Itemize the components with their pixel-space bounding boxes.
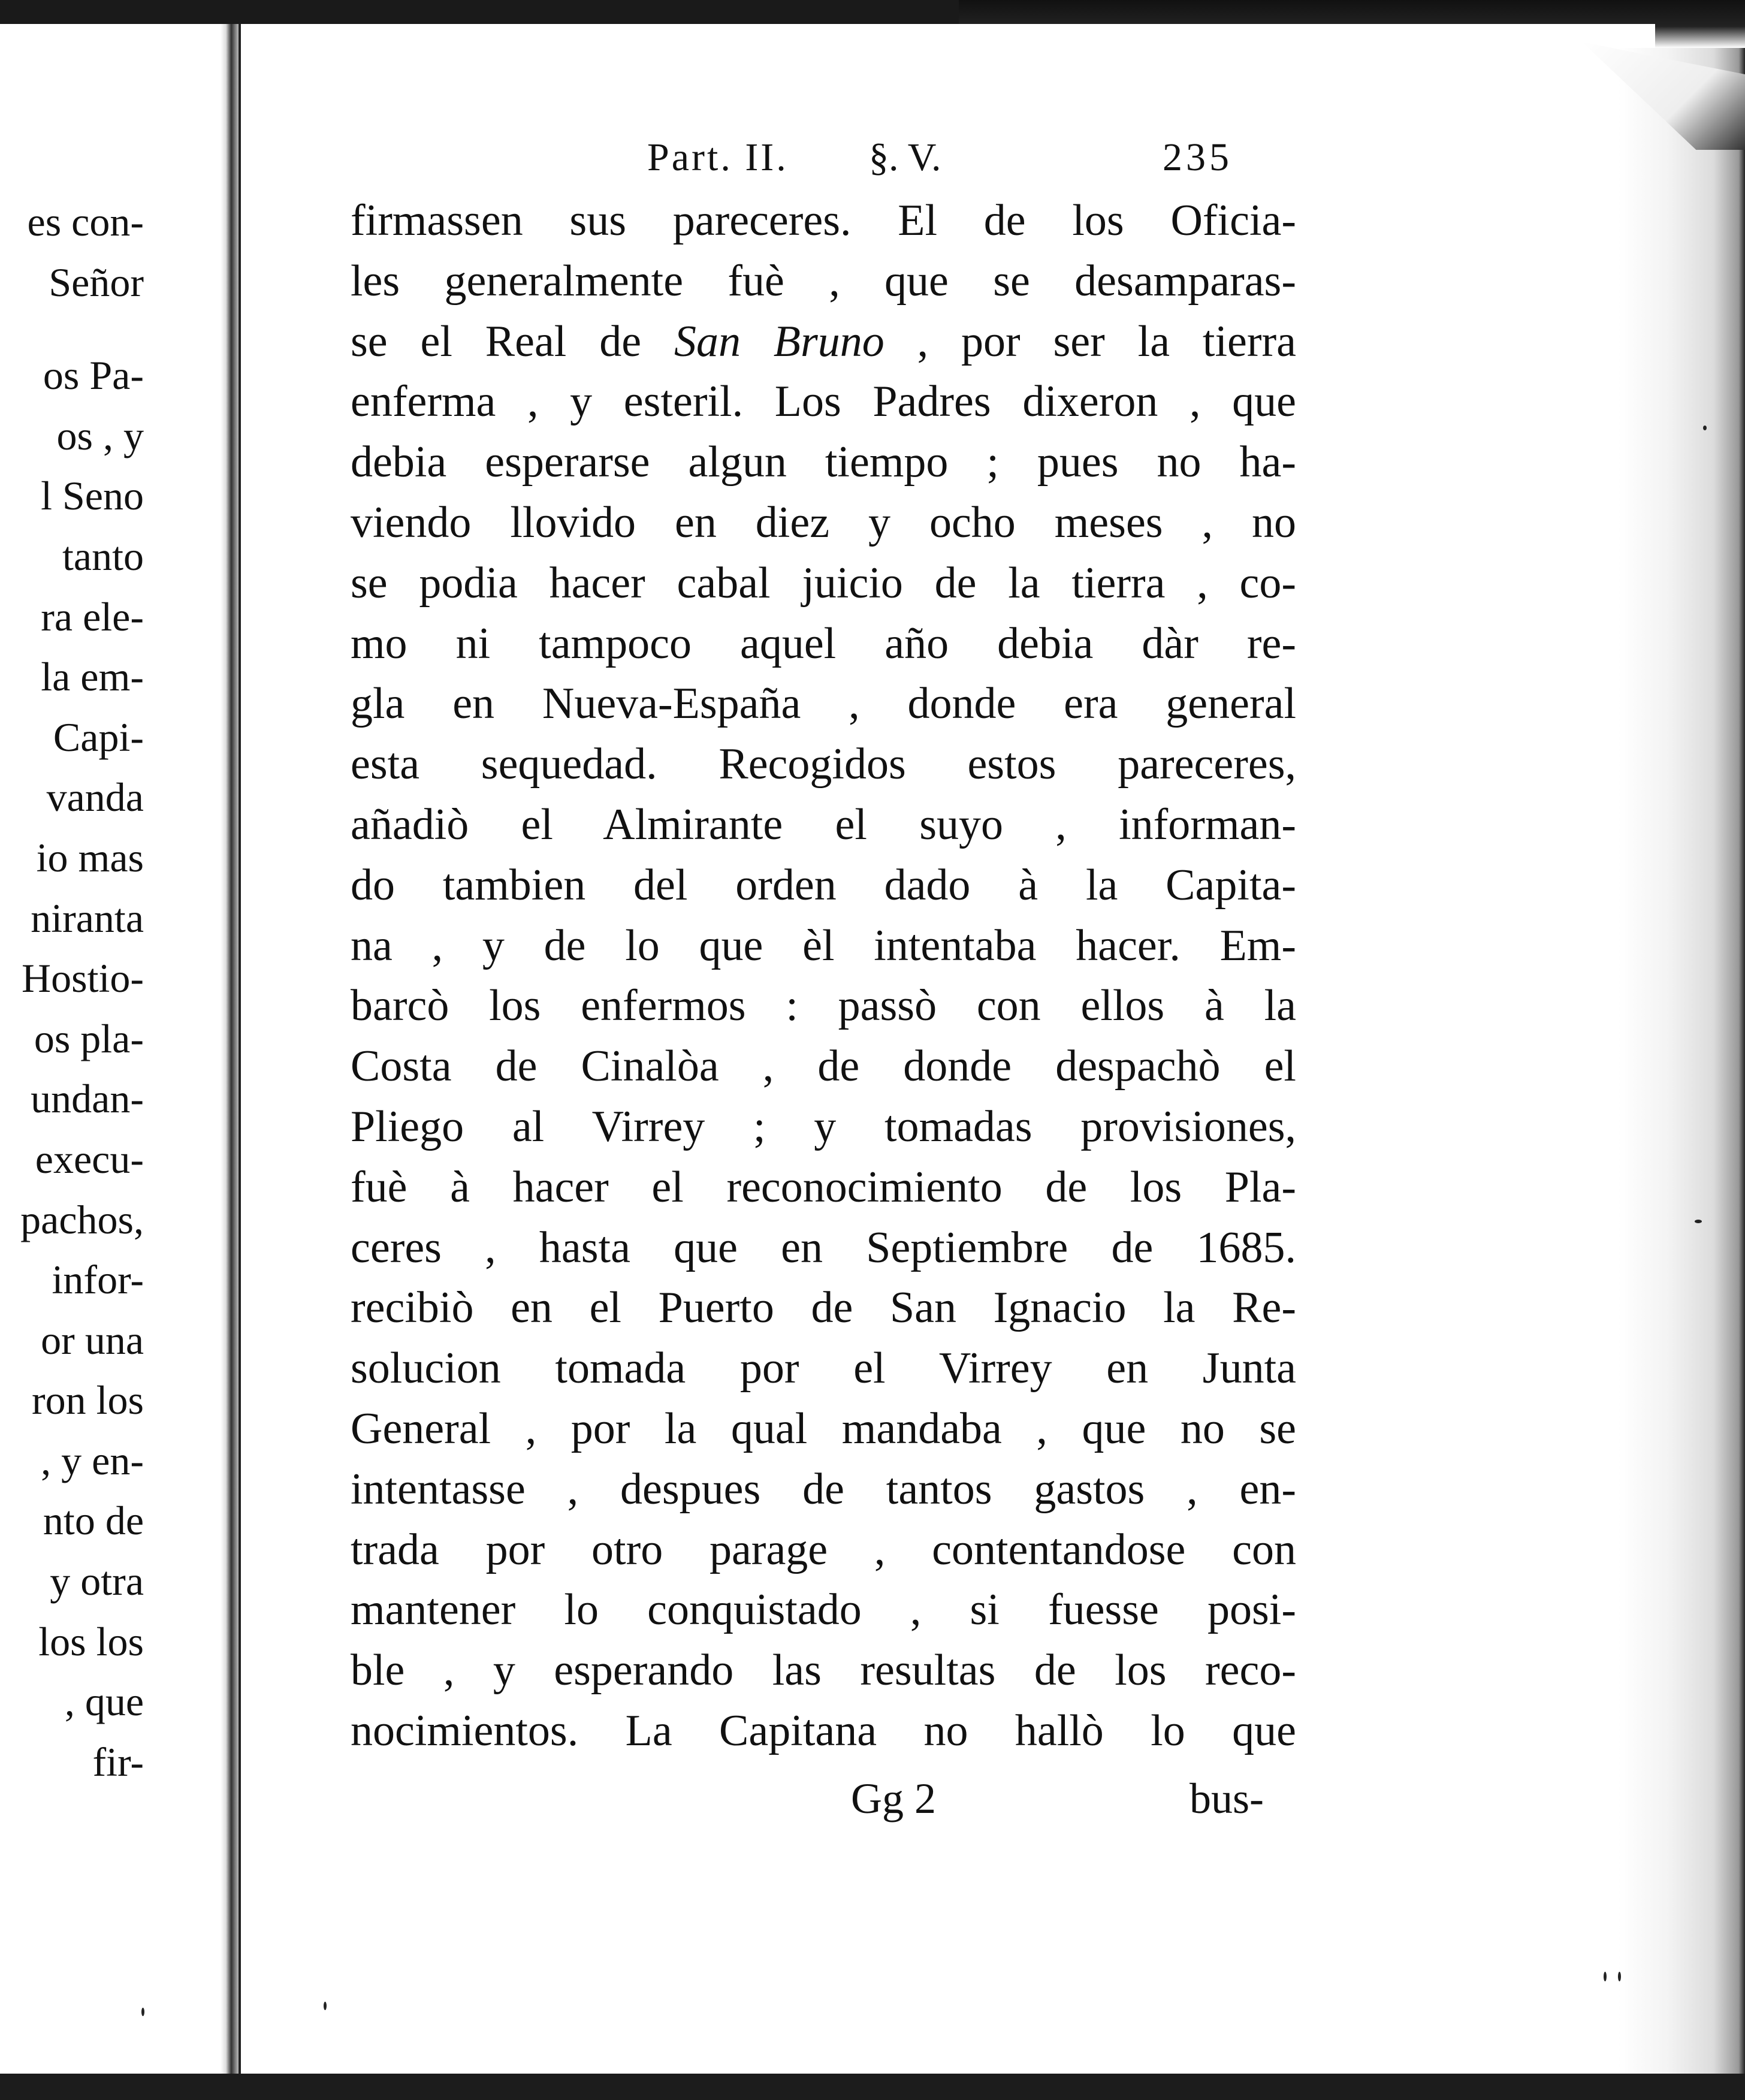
paper-speck [1695, 1220, 1702, 1223]
book-gutter [221, 24, 238, 2074]
text-run: mo ni tampoco aquel año debia dàr re- [351, 618, 1296, 668]
text-run: recibiò en el Puerto de San Ignacio la Re- [351, 1283, 1296, 1333]
text-line [351, 1520, 1296, 1580]
left-text-line: fir- [92, 1739, 144, 1785]
text-run: , por ser la tierra [884, 316, 1297, 366]
signature-mark: Gg 2 [851, 1775, 936, 1823]
text-run: mantener lo conquistado , si fuesse posi- [351, 1585, 1296, 1635]
italic-place-name: San Bruno [674, 316, 884, 366]
left-text-line: Capi- [53, 714, 144, 760]
paper-speck [324, 2002, 327, 2010]
text-line [351, 1097, 1296, 1157]
text-run: trada por otro parage , contentandose con [351, 1525, 1296, 1574]
left-text-line: nto de [43, 1498, 144, 1544]
text-line [351, 1157, 1296, 1218]
text-run: se podia hacer cabal juicio de la tierra , co- [351, 558, 1296, 608]
left-text-line: execu- [35, 1136, 144, 1182]
body-text [351, 191, 1296, 1761]
text-run: firmassen sus pareceres. El de los Oficia- [351, 196, 1296, 245]
header-part: Part. II. [647, 135, 789, 179]
page-number: 235 [1163, 135, 1233, 179]
text-line [351, 372, 1296, 432]
left-text-line: es con- [27, 199, 144, 245]
left-text-line: los los [38, 1618, 144, 1664]
text-run: viendo llovido en diez y ocho meses , no [351, 497, 1296, 547]
text-run: intentasse , despues de tantos gastos , en- [351, 1464, 1296, 1514]
text-run: na , y de lo que èl intentaba hacer. Em- [351, 921, 1296, 970]
text-line [351, 312, 1296, 372]
running-header [647, 135, 1270, 189]
text-line [351, 795, 1296, 855]
text-run: fuè à hacer el reconocimiento de los Pla- [351, 1162, 1296, 1212]
text-line [351, 1218, 1296, 1278]
text-line [351, 1459, 1296, 1520]
text-line [351, 493, 1296, 553]
left-text-line: pachos, [20, 1196, 144, 1242]
text-run: gla en Nueva-España , donde era general [351, 679, 1296, 729]
text-line [351, 734, 1296, 795]
text-line [351, 1338, 1296, 1399]
left-text-line: , y en- [41, 1437, 144, 1483]
left-text-line: os pla- [34, 1015, 144, 1061]
header-section: §. V. [869, 135, 941, 179]
text-line [351, 1036, 1296, 1097]
text-run: nocimientos. La Capitana no hallò lo que [351, 1706, 1296, 1755]
bottom-shadow-strip [0, 2074, 1745, 2100]
text-run: Costa de Cinalòa , de donde despachò el [351, 1042, 1296, 1091]
text-run: añadiò el Almirante el suyo , informan- [351, 799, 1296, 849]
text-line [351, 614, 1296, 674]
text-run: ceres , hasta que en Septiembre de 1685. [351, 1223, 1296, 1272]
left-text-line: os Pa- [43, 352, 144, 399]
text-run: ble , y esperando las resultas de los reco- [351, 1646, 1296, 1695]
text-run: do tambien del orden dado à la Capita- [351, 860, 1296, 910]
text-run: solucion tomada por el Virrey en Junta [351, 1344, 1296, 1393]
left-text-line: l Seno [41, 473, 144, 519]
text-line [351, 855, 1296, 916]
text-line [351, 191, 1296, 251]
text-line [351, 1640, 1296, 1701]
left-text-line: ron los [32, 1377, 144, 1423]
text-run: se el Real de [351, 316, 674, 366]
left-text-line: ra ele- [41, 593, 144, 639]
text-line [351, 432, 1296, 493]
text-run: les generalmente fuè , que se desamparas- [351, 256, 1296, 306]
text-run: enferma , y esteril. Los Padres dixeron , que [351, 377, 1296, 427]
paper-speck [1604, 1972, 1607, 1981]
left-text-line: Señor [49, 259, 144, 305]
text-line [351, 916, 1296, 976]
paper-speck [1618, 1972, 1621, 1981]
text-line [351, 1701, 1296, 1761]
text-run: General , por la qual mandaba , que no se [351, 1404, 1296, 1453]
left-facing-page [0, 24, 234, 2074]
left-text-line: Hostio- [22, 955, 144, 1001]
left-text-line: or una [41, 1317, 144, 1363]
left-text-line: os , y [56, 412, 144, 458]
left-text-line: niranta [31, 895, 144, 941]
text-run: esta sequedad. Recogidos estos pareceres, [351, 740, 1296, 789]
left-text-line: io mas [36, 834, 144, 880]
left-text-line: la em- [41, 654, 144, 700]
left-text-line: infor- [52, 1257, 144, 1303]
text-run: Pliego al Virrey ; y tomadas provisiones, [351, 1102, 1296, 1151]
text-line [351, 553, 1296, 614]
catchword: bus- [1190, 1775, 1264, 1823]
left-text-line: , que [64, 1679, 144, 1725]
text-run: barcò los enfermos : passò con ellos à la [351, 981, 1296, 1031]
left-text-line: vanda [46, 774, 144, 820]
left-text-line: y otra [50, 1558, 144, 1604]
page-edge-curl [1618, 48, 1745, 2074]
text-line [351, 1580, 1296, 1640]
text-line [351, 674, 1296, 734]
text-line [351, 1278, 1296, 1338]
left-text-line: undan- [31, 1076, 144, 1122]
paper-speck [1703, 426, 1707, 430]
text-line [351, 251, 1296, 312]
text-line [351, 976, 1296, 1036]
text-run: debia esperarse algun tiempo ; pues no ha- [351, 437, 1296, 487]
left-text-line: tanto [62, 533, 144, 579]
text-line [351, 1399, 1296, 1459]
paper-speck [141, 2008, 144, 2016]
left-page-text [20, 192, 144, 1792]
